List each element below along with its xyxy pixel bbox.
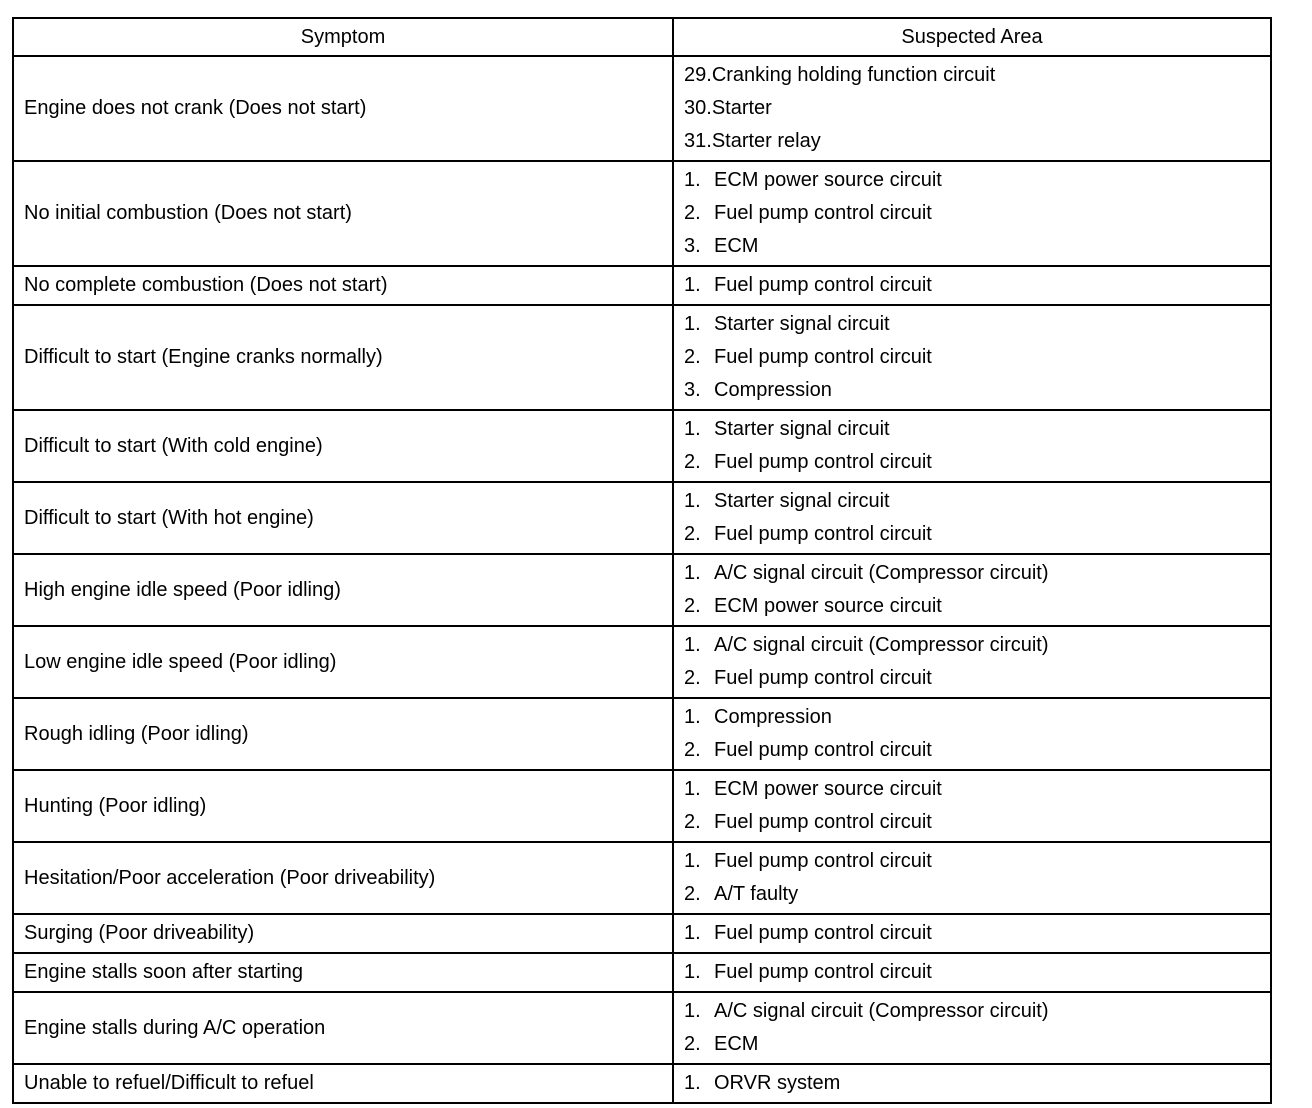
symptom-cell: Hunting (Poor idling)	[13, 770, 673, 842]
item-text: A/C signal circuit (Compressor circuit)	[714, 1000, 1049, 1022]
list-item	[684, 341, 1260, 374]
suspected-area-list	[684, 483, 1260, 553]
table-row	[13, 698, 1271, 770]
suspected-area-cell	[673, 1064, 1271, 1103]
header-row	[13, 18, 1271, 56]
suspected-area-list	[684, 954, 1260, 991]
item-number: 1.	[684, 1000, 701, 1022]
symptom-cell: Engine stalls soon after starting	[13, 953, 673, 992]
item-text: Fuel pump control circuit	[714, 451, 932, 473]
suspected-area-list	[684, 267, 1260, 304]
list-item	[684, 164, 1260, 197]
suspected-area-list	[684, 771, 1260, 841]
list-item	[684, 629, 1260, 662]
suspected-area-cell	[673, 305, 1271, 410]
list-item	[684, 413, 1260, 446]
suspected-area-cell	[673, 161, 1271, 266]
suspected-area-list	[684, 411, 1260, 481]
item-text: A/C signal circuit (Compressor circuit)	[714, 562, 1049, 584]
suspected-area-list	[684, 627, 1260, 697]
symptom-cell: No initial combustion (Does not start)	[13, 161, 673, 266]
item-number: 3.	[684, 379, 701, 401]
item-number: 2.	[684, 346, 701, 368]
table-row	[13, 842, 1271, 914]
table-row	[13, 992, 1271, 1064]
symptom-cell: No complete combustion (Does not start)	[13, 266, 673, 305]
table-row	[13, 482, 1271, 554]
list-item	[684, 92, 1260, 125]
table-row	[13, 770, 1271, 842]
symptom-cell: Surging (Poor driveability)	[13, 914, 673, 953]
list-item	[684, 485, 1260, 518]
header-suspected-area: Suspected Area	[673, 18, 1271, 56]
list-item	[684, 734, 1260, 767]
suspected-area-list	[684, 699, 1260, 769]
list-item	[684, 59, 1260, 92]
symptom-cell: Low engine idle speed (Poor idling)	[13, 626, 673, 698]
suspected-area-cell	[673, 914, 1271, 953]
list-item	[684, 230, 1260, 263]
item-text: ECM power source circuit	[714, 595, 942, 617]
item-text: Fuel pump control circuit	[714, 274, 932, 296]
item-text: Fuel pump control circuit	[714, 346, 932, 368]
suspected-area-cell	[673, 554, 1271, 626]
suspected-area-list	[684, 843, 1260, 913]
list-item	[684, 1067, 1260, 1100]
suspected-area-cell	[673, 482, 1271, 554]
table-row	[13, 554, 1271, 626]
symptom-cell: High engine idle speed (Poor idling)	[13, 554, 673, 626]
list-item	[684, 557, 1260, 590]
item-text: Fuel pump control circuit	[714, 739, 932, 761]
symptom-cell: Hesitation/Poor acceleration (Poor driveability)	[13, 842, 673, 914]
list-item	[684, 518, 1260, 551]
suspected-area-cell	[673, 56, 1271, 161]
item-text: Cranking holding function circuit	[711, 64, 996, 86]
item-number: 2.	[684, 595, 701, 617]
item-text: A/C signal circuit (Compressor circuit)	[714, 634, 1049, 656]
item-number: 2.	[684, 1033, 701, 1055]
item-number: 31.	[684, 130, 712, 152]
item-text: Fuel pump control circuit	[714, 667, 932, 689]
item-text: Fuel pump control circuit	[714, 961, 932, 983]
suspected-area-list	[684, 162, 1260, 265]
item-number: 2.	[684, 451, 701, 473]
suspected-area-cell	[673, 698, 1271, 770]
item-number: 2.	[684, 523, 701, 545]
item-number: 3.	[684, 235, 701, 257]
item-text: ECM	[714, 1033, 759, 1055]
suspected-area-list	[684, 915, 1260, 952]
suspected-area-cell	[673, 842, 1271, 914]
list-item	[684, 374, 1260, 407]
item-text: Compression	[714, 706, 832, 728]
symptom-cell: Unable to refuel/Difficult to refuel	[13, 1064, 673, 1103]
suspected-area-cell	[673, 770, 1271, 842]
symptom-table	[12, 17, 1272, 1104]
list-item	[684, 956, 1260, 989]
item-number: 1.	[684, 850, 701, 872]
item-text: Fuel pump control circuit	[714, 523, 932, 545]
list-item	[684, 917, 1260, 950]
table-row	[13, 626, 1271, 698]
table-row	[13, 1064, 1271, 1103]
item-number: 2.	[684, 202, 701, 224]
list-item	[684, 995, 1260, 1028]
item-text: ECM power source circuit	[714, 169, 942, 191]
list-item	[684, 878, 1260, 911]
list-item	[684, 125, 1260, 158]
table-row	[13, 161, 1271, 266]
list-item	[684, 308, 1260, 341]
item-number: 30.	[684, 97, 712, 119]
item-text: Starter signal circuit	[714, 313, 890, 335]
table-row	[13, 266, 1271, 305]
item-number: 1.	[684, 1072, 701, 1094]
table-row	[13, 410, 1271, 482]
item-number: 2.	[684, 739, 701, 761]
suspected-area-list	[684, 555, 1260, 625]
item-text: ORVR system	[714, 1072, 841, 1094]
item-number: 1.	[684, 274, 701, 296]
suspected-area-list	[684, 306, 1260, 409]
symptom-cell: Rough idling (Poor idling)	[13, 698, 673, 770]
item-number: 2.	[684, 883, 701, 905]
symptom-cell: Difficult to start (With hot engine)	[13, 482, 673, 554]
suspected-area-cell	[673, 266, 1271, 305]
table-row	[13, 953, 1271, 992]
item-text: Fuel pump control circuit	[714, 922, 932, 944]
item-number: 2.	[684, 667, 701, 689]
list-item	[684, 446, 1260, 479]
list-item	[684, 1028, 1260, 1061]
item-text: Starter signal circuit	[714, 418, 890, 440]
item-number: 1.	[684, 313, 701, 335]
table-row	[13, 56, 1271, 161]
item-text: Fuel pump control circuit	[714, 202, 932, 224]
item-number: 1.	[684, 418, 701, 440]
item-text: ECM	[714, 235, 759, 257]
item-text: Fuel pump control circuit	[714, 850, 932, 872]
item-text: Fuel pump control circuit	[714, 811, 932, 833]
suspected-area-cell	[673, 992, 1271, 1064]
header-symptom: Symptom	[13, 18, 673, 56]
list-item	[684, 773, 1260, 806]
item-text: Starter relay	[711, 130, 821, 152]
suspected-area-list	[684, 1065, 1260, 1102]
symptom-cell: Difficult to start (With cold engine)	[13, 410, 673, 482]
list-item	[684, 197, 1260, 230]
item-number: 29.	[684, 64, 712, 86]
suspected-area-cell	[673, 953, 1271, 992]
item-number: 1.	[684, 922, 701, 944]
suspected-area-list	[684, 57, 1260, 160]
item-number: 1.	[684, 490, 701, 512]
suspected-area-list	[684, 993, 1260, 1063]
item-number: 1.	[684, 778, 701, 800]
symptom-cell: Difficult to start (Engine cranks normally)	[13, 305, 673, 410]
symptom-cell: Engine stalls during A/C operation	[13, 992, 673, 1064]
symptom-cell: Engine does not crank (Does not start)	[13, 56, 673, 161]
list-item	[684, 845, 1260, 878]
item-text: Compression	[714, 379, 832, 401]
list-item	[684, 701, 1260, 734]
table-row	[13, 305, 1271, 410]
item-text: ECM power source circuit	[714, 778, 942, 800]
item-text: A/T faulty	[714, 883, 799, 905]
item-text: Starter	[711, 97, 772, 119]
item-number: 1.	[684, 562, 701, 584]
list-item	[684, 806, 1260, 839]
item-number: 1.	[684, 169, 701, 191]
item-text: Starter signal circuit	[714, 490, 890, 512]
item-number: 2.	[684, 811, 701, 833]
item-number: 1.	[684, 634, 701, 656]
list-item	[684, 590, 1260, 623]
item-number: 1.	[684, 706, 701, 728]
table-row	[13, 914, 1271, 953]
suspected-area-cell	[673, 626, 1271, 698]
item-number: 1.	[684, 961, 701, 983]
table-body	[13, 56, 1271, 1103]
list-item	[684, 269, 1260, 302]
suspected-area-cell	[673, 410, 1271, 482]
list-item	[684, 662, 1260, 695]
